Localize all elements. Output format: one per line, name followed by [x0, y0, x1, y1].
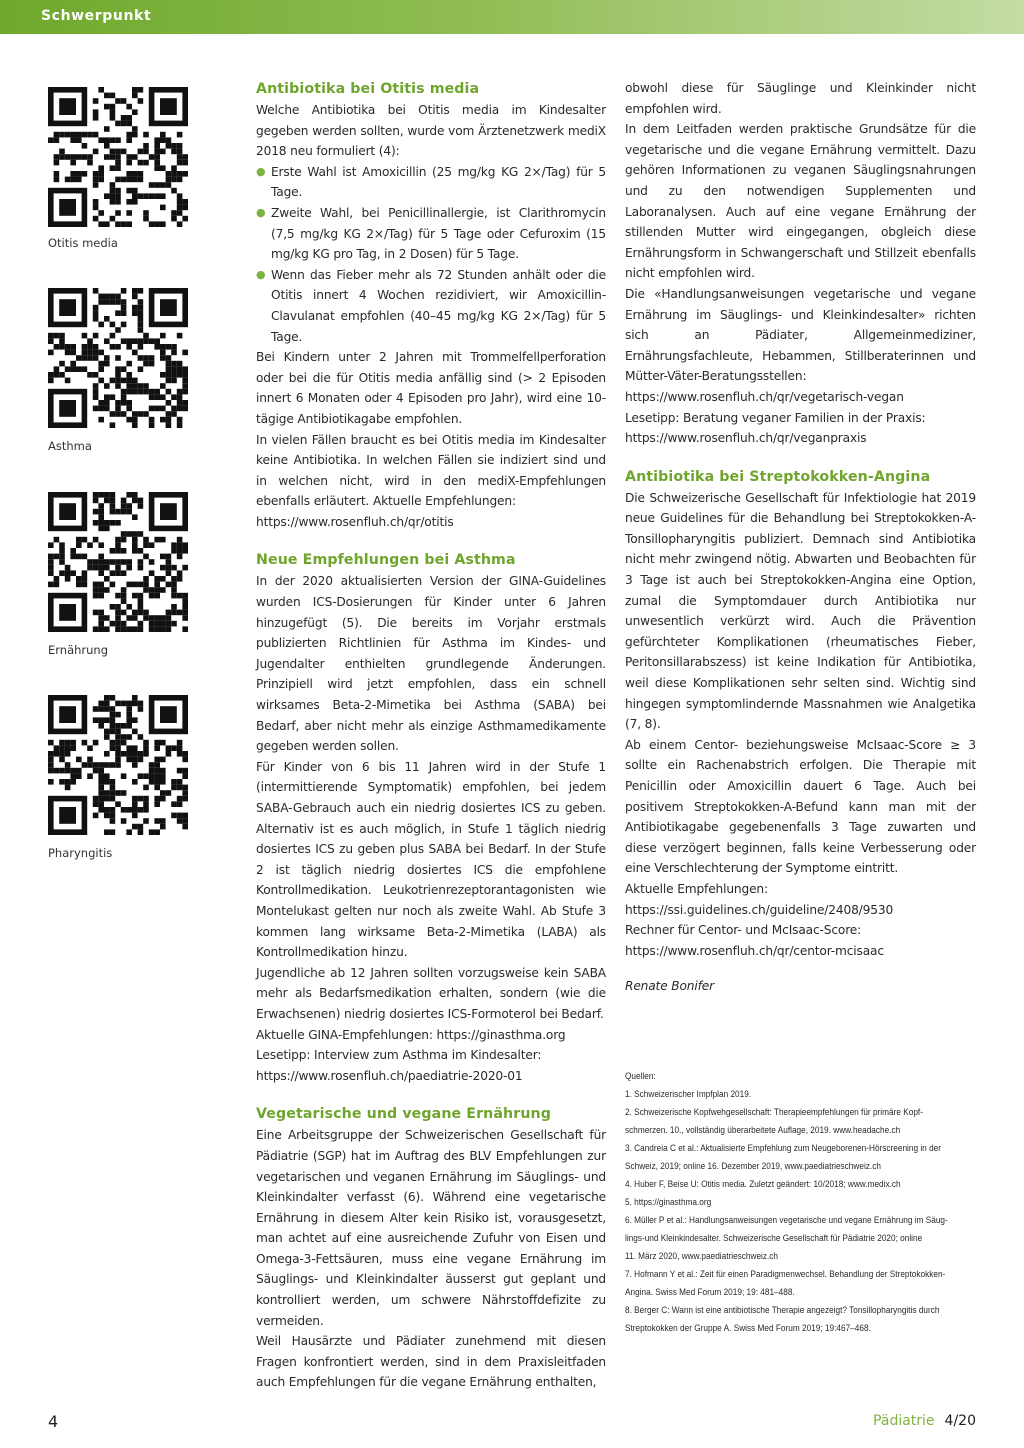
source-line: 7. Hofmann Y et al.: Zeit für einen Paradigmenwechsel. Behandlung der Streptokokken-	[625, 1269, 946, 1280]
section-title: Schwerpunkt	[41, 8, 152, 24]
qr-caption-pharyngitis: Pharyngitis	[48, 846, 113, 860]
otitis-bullet-list	[256, 162, 606, 347]
heading-vegan: Vegetarische und vegane Ernährung	[256, 1106, 552, 1123]
qr-caption-asthma: Asthma	[48, 439, 92, 453]
link-vegetarisch-vegan[interactable]: https://www.rosenfluh.ch/qr/vegetarisch-vegan	[625, 389, 904, 404]
source-line: 5. https://ginasthma.org	[625, 1197, 712, 1208]
paragraph: Für Kinder von 6 bis 11 Jahren wird in der Stufe 1 (intermittierende Symptomatik) empfohlen, bei jedem SABA-Gebrauch auch ein niedrig dosiertes ICS zu geben. Alternativ ist es auch möglich, in Stufe 1 täglich niedrig dosiertes ICS zu geben plus SABA bei Bedarf. In der Stufe 2 ist täglich niedrig dosiertes ICS die empfohlene Kontrollmedikation. Leukotrienrezeptorantagonisten wie Montelukast gelten nur noch als zweite Wahl. Ab Stufe 3 kommen lang wirksame Beta-2-Mimetika (LABA) als Kontrollmedikation hinzu.	[256, 759, 606, 960]
link-otitis[interactable]: https://www.rosenfluh.ch/qr/otitis	[256, 514, 454, 529]
link-paediatrie[interactable]: https://www.rosenfluh.ch/paediatrie-2020-01	[256, 1068, 523, 1083]
qr-caption-ernaehrung: Ernährung	[48, 643, 109, 657]
sources-heading: Quellen:	[625, 1071, 656, 1082]
paragraph: In dem Leitfaden werden praktische Grundsätze für die vegetarische und die vegane Ernährung vermittelt. Dazu gehören Informationen zu veganen Säuglingsnahrungen und zu den notwendigen Supplementen und Laboranalysen. Auch auf eine vegane Ernährung der stillenden Mutter wird eingegangen, obgleich diese Ernährungsform in Schwangerschaft und Stillzeit ebenfalls nicht empfohlen wird.	[625, 122, 976, 281]
article-column-2	[625, 78, 976, 997]
source-line: 3. Candreia C et al.: Aktualisierte Empfehlung zum Neugeborenen-Hörscreening in der	[625, 1143, 941, 1154]
paragraph: Weil Hausärzte und Pädiater zunehmend mit diesen Fragen konfrontiert werden, sind in dem Praxisleitfaden auch Empfehlungen für die vegane Ernährung enthalten,	[256, 1334, 606, 1390]
paragraph: Rechner für Centor- und McIsaac-Score:	[625, 923, 862, 938]
source-line: schmerzen. 10., vollständig überarbeitete Auflage, 2019. www.headache.ch	[625, 1125, 901, 1136]
source-line: Streptokokken der Gruppe A. Swiss Med Forum 2019; 19:467–468.	[625, 1323, 871, 1334]
source-line: lings-und Kleinkindesalter. Schweizerische Gesellschaft für Pädiatrie 2020; online	[625, 1233, 923, 1244]
page-number: 4	[48, 1412, 59, 1431]
paragraph: Aktuelle GINA-Empfehlungen: https://ginasthma.org	[256, 1027, 566, 1042]
list-item: ● Zweite Wahl, bei Penicillinallergie, ist Clarithromycin (7,5 mg/kg KG 2×/Tag) für 5 Tage oder Cefuroxim (15 mg/kg KG pro Tag, in 2 Dosen) für 5 Tage.	[256, 203, 606, 265]
link-centor-mcisaac[interactable]: https://www.rosenfluh.ch/qr/centor-mcisaac	[625, 943, 884, 958]
link-veganpraxis[interactable]: https://www.rosenfluh.ch/qr/veganpraxis	[625, 431, 867, 446]
source-line: 2. Schweizerische Kopfwehgesellschaft: Therapieempfehlungen für primäre Kopf-	[625, 1107, 923, 1118]
paragraph: Lesetipp: Interview zum Asthma im Kindesalter:	[256, 1048, 542, 1063]
paragraph: Jugendliche ab 12 Jahren sollten vorzugsweise kein SABA mehr als Bedarfsmedikation erhalten, sondern (wie die Erwachsenen) niedrig dosiertes ICS-Formoterol bei Bedarf.	[256, 965, 606, 1021]
source-line: 8. Berger C: Wann ist eine antibiotische Therapie angezeigt? Tonsillopharyngitis durch	[625, 1305, 940, 1316]
paragraph: Ab einem Centor- beziehungsweise McIsaac-Score ≥ 3 sollte ein Rachenabstrich erfolgen. Die Therapie mit Penicillin oder Amoxicillin dauert 6 Tage. Auch bei positivem Streptokokken-A-Befund kann man mit der Antibiotikagabe gegebenenfalls 3 Tage zuwarten und diese verzögert beginnen, falls keine Verbesserung oder eine Verschlechterung der Symptome eintritt.	[625, 737, 976, 876]
magazine-footer	[873, 1413, 976, 1429]
qr-code-ernaehrung[interactable]	[48, 492, 188, 632]
list-item: ● Erste Wahl ist Amoxicillin (25 mg/kg KG 2×/Tag) für 5 Tage.	[256, 162, 606, 203]
article-column-1	[256, 78, 606, 1393]
source-line: 4. Huber F, Beise U: Otitis media. Zuletzt geändert: 10/2018; www.medix.ch	[625, 1179, 901, 1190]
paragraph: Die Schweizerische Gesellschaft für Infektiologie hat 2019 neue Guidelines für die Behandlung bei Streptokokken-A-Tonsillopharyngitis publiziert. Demnach sind Antibiotika nicht mehr zwingend nötig. Abwarten und Beobachten für 3 Tage ist auch bei Streptokokken-Angina eine Option, zumal die Symptomdauer durch Antibiotika nur unwesentlich verkürzt wird. Auch die Prävention gefürchteter Komplikationen (rheumatisches Fieber, Peritonsillarabszess) ist keine Indikation für Antibiotika, weil diese Komplikationen sehr selten sind. Wichtig sind hingegen symptomlindernde Massnahmen wie Analgetika (7, 8).	[625, 490, 976, 732]
source-line: 6. Müller P et al.: Handlungsanweisungen vegetarische und vegane Ernährung im Säug-	[625, 1215, 948, 1226]
sources-list	[625, 1068, 976, 1338]
source-line: 11. März 2020, www.paediatrieschweiz.ch	[625, 1251, 779, 1262]
qr-code-image	[48, 288, 188, 428]
source-line: Angina. Swiss Med Forum 2019; 19: 481–488.	[625, 1287, 795, 1298]
link-ssi-guideline[interactable]: https://ssi.guidelines.ch/guideline/2408/9530	[625, 902, 894, 917]
qr-code-image	[48, 87, 188, 227]
paragraph: Lesetipp: Beratung veganer Familien in der Praxis:	[625, 410, 926, 425]
paragraph: Die «Handlungsanweisungen vegetarische und vegane Ernährung im Säuglings- und Kleinkindesalter» richten sich an Pädiater, Allgemeinmediziner, Ernährungsfachleute, Hebammen, Stillberaterinnen und Mütter-Väter-Beratungsstellen:	[625, 286, 976, 384]
heading-otitis: Antibiotika bei Otitis media	[256, 81, 480, 97]
magazine-name: Pädiatrie	[873, 1413, 935, 1429]
paragraph: Aktuelle Empfehlungen:	[625, 881, 768, 896]
qr-code-image	[48, 695, 188, 835]
list-item: ● Wenn das Fieber mehr als 72 Stunden anhält oder die Otitis innert 4 Wochen rezidiviert, wir Amoxicillin-Clavulanat empfohlen (40–45 mg/kg KG 2×/Tag) für 5 Tage.	[256, 265, 606, 347]
qr-code-pharyngitis[interactable]	[48, 695, 188, 835]
heading-streptokokken: Antibiotika bei Streptokokken-Angina	[625, 468, 931, 485]
paragraph: obwohl diese für Säuglinge und Kleinkinder nicht empfohlen wird.	[625, 81, 976, 116]
paragraph: Eine Arbeitsgruppe der Schweizerischen Gesellschaft für Pädiatrie (SGP) hat im Auftrag des BLV Empfehlungen zur vegetarischen und veganen Ernährung im Säuglings- und Kleinkindalter verfasst (6). Während eine vegetarische Ernährung in diesem Alter kein Risiko ist, vorausgesetzt, man achtet auf eine ausreichende Zufuhr von Eisen und Omega-3-Fettsäuren, muss eine vegane Ernährung im Säuglings- und Kleinkindalter äusserst gut geplant und kontrolliert werden, um schwere Nährstoffdefizite zu vermeiden.	[256, 1128, 606, 1328]
source-line: Schweiz, 2019; online 16. Dezember 2019, www.paediatrieschweiz.ch	[625, 1161, 881, 1172]
section-header-bar	[0, 0, 1024, 34]
heading-asthma: Neue Empfehlungen bei Asthma	[256, 552, 516, 569]
source-line: 1. Schweizerischer Impfplan 2019.	[625, 1089, 752, 1100]
qr-code-asthma[interactable]	[48, 288, 188, 428]
paragraph: In der 2020 aktualisierten Version der GINA-Guidelines wurden ICS-Dosierungen für Kinder unter 6 Jahren hinzugefügt (5). Die bereits im Vorjahr erstmals publizierten Richtlinien für Asthma im Kindes- und Jugendalter enthielten grundlegende Änderungen. Prinzipiell wird jetzt empfohlen, dass ein schnell wirksames Beta-2-Mimetika bei Asthma (SABA) bei Bedarf, aber nicht mehr als einzige Asthmamedikamente gegeben werden sollen.	[256, 574, 606, 754]
paragraph: In vielen Fällen braucht es bei Otitis media im Kindesalter keine Antibiotika. In welchen Fällen sie indiziert sind und in welchen nicht, wird in den mediX-Empfehlungen ebenfalls erläutert. Aktuelle Empfehlungen:	[256, 432, 606, 509]
qr-caption-otitis: Otitis media	[48, 236, 118, 250]
author: Renate Bonifer	[625, 979, 714, 994]
paragraph: Bei Kindern unter 2 Jahren mit Trommelfellperforation oder bei die für Otitis media anfällig sind (> 2 Episoden innert 6 Monaten oder 4 Episoden pro Jahr), wird eine 10-tägige Antibiotikagabe empfohlen.	[256, 350, 606, 426]
qr-code-otitis[interactable]	[48, 87, 188, 227]
paragraph: Welche Antibiotika bei Otitis media im Kindesalter gegeben werden sollten, wurde vom Ärztenetzwerk mediX 2018 neu formuliert (4):	[256, 103, 606, 159]
qr-code-image	[48, 492, 188, 632]
issue-number: 4/20	[944, 1413, 976, 1429]
